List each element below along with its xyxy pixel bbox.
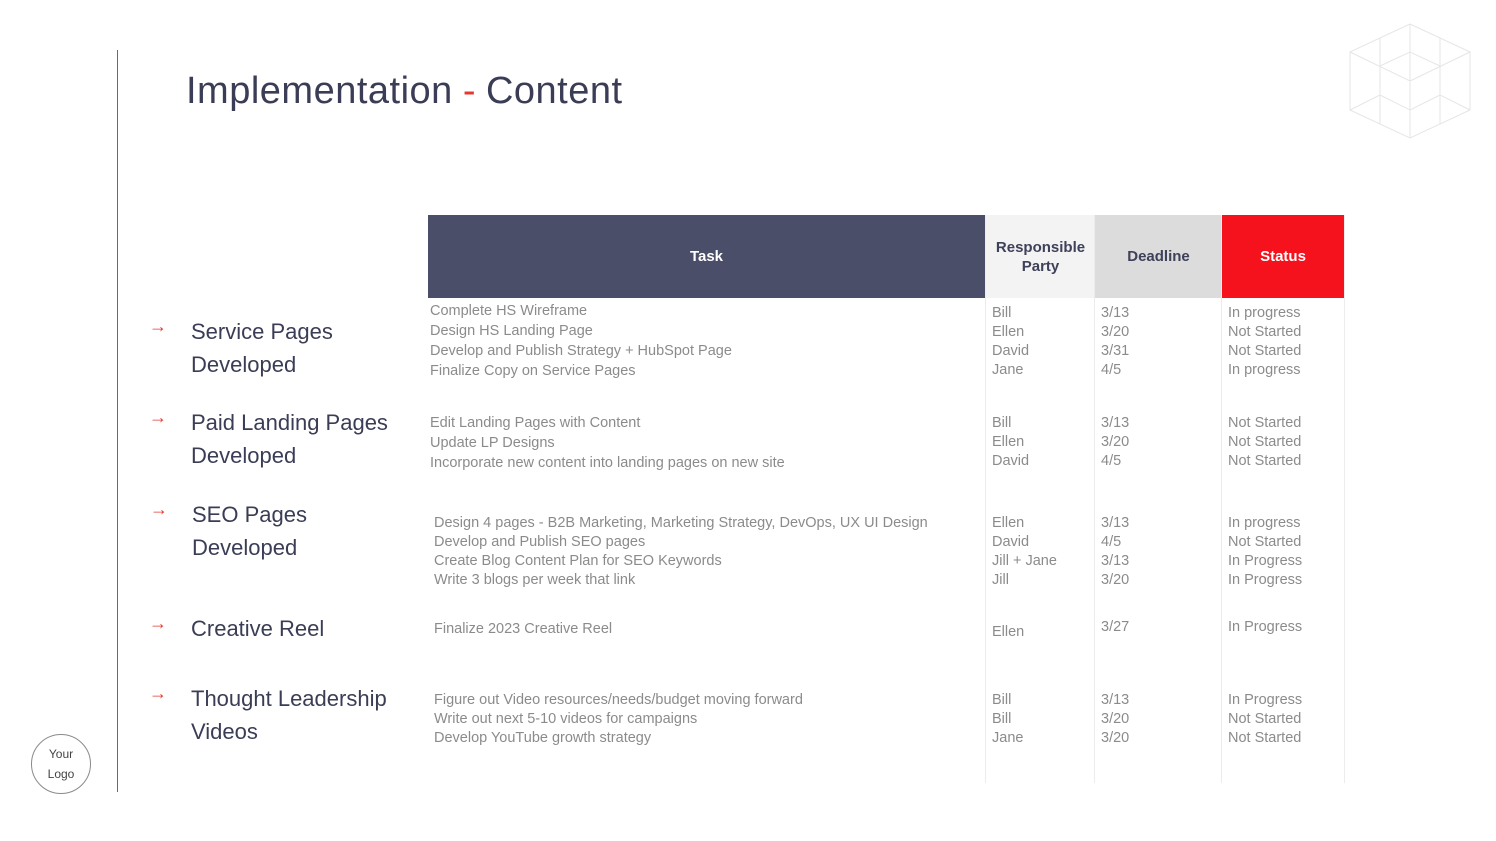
responsible-item: Bill [992, 711, 1012, 727]
deadline-cell-service-pages [1101, 304, 1129, 380]
deadline-item: 3/27 [1101, 619, 1130, 635]
status-item: In Progress [1228, 692, 1303, 708]
responsible-item: Jane [992, 362, 1024, 378]
status-column [1221, 215, 1345, 783]
title-dash: - [462, 70, 476, 112]
deadline-item: 3/20 [1101, 324, 1130, 340]
task-item: Incorporate new content into landing pages on new site [430, 455, 785, 471]
task-item: Design 4 pages - B2B Marketing, Marketing Strategy, DevOps, UX UI Design [434, 515, 928, 531]
task-column [428, 215, 985, 783]
responsible-item: David [992, 534, 1030, 550]
vertical-divider [117, 50, 118, 792]
task-item: Design HS Landing Page [430, 323, 593, 339]
responsible-cell-creative-reel [992, 623, 1024, 642]
task-cell-service-pages [430, 301, 732, 381]
status-cell-thought-leadership [1228, 691, 1302, 748]
deadline-cell-paid-landing [1101, 414, 1129, 471]
section-label-line1: SEO Pages [192, 502, 307, 527]
responsible-item: Jill + Jane [992, 553, 1057, 569]
header-deadline: Deadline [1095, 215, 1222, 298]
responsible-cell-seo [992, 514, 1057, 590]
task-item: Update LP Designs [430, 435, 555, 451]
task-item: Figure out Video resources/needs/budget moving forward [434, 692, 803, 708]
deadline-cell-seo [1101, 514, 1129, 590]
deadline-item: 3/20 [1101, 730, 1130, 746]
task-cell-thought-leadership [434, 691, 803, 748]
task-item: Create Blog Content Plan for SEO Keywords [434, 553, 722, 569]
section-seo-pages [150, 498, 307, 564]
responsible-column [985, 215, 1095, 783]
status-cell-seo [1228, 514, 1302, 590]
title-sub: Content [485, 70, 623, 112]
header-responsible-line1: Responsible [995, 238, 1086, 256]
deadline-item: 3/13 [1101, 515, 1130, 531]
header-responsible-line2: Party [1021, 257, 1060, 275]
deadline-item: 3/13 [1101, 415, 1130, 431]
status-cell-service-pages [1228, 304, 1301, 380]
responsible-item: David [992, 343, 1030, 359]
task-item: Develop YouTube growth strategy [434, 730, 652, 746]
responsible-item: Ellen [992, 434, 1025, 450]
deadline-item: 4/5 [1101, 362, 1122, 378]
page-title [186, 70, 623, 113]
responsible-item: Jane [992, 730, 1024, 746]
status-item: In progress [1228, 515, 1301, 531]
title-main: Implementation [186, 70, 453, 112]
logo-line2: Logo [47, 767, 75, 781]
header-responsible [986, 215, 1095, 298]
task-item: Develop and Publish SEO pages [434, 534, 646, 550]
task-cell-seo [434, 514, 928, 590]
status-item: In Progress [1228, 619, 1303, 635]
task-item: Complete HS Wireframe [430, 303, 588, 319]
status-item: Not Started [1228, 534, 1302, 550]
arrow-right-icon: → [149, 613, 167, 633]
section-label-line1: Paid Landing Pages [191, 410, 388, 435]
section-label-line2: Developed [191, 352, 297, 377]
task-item: Finalize 2023 Creative Reel [434, 621, 613, 637]
responsible-item: Bill [992, 692, 1012, 708]
deadline-cell-creative-reel [1101, 618, 1129, 637]
status-item: Not Started [1228, 730, 1302, 746]
status-item: Not Started [1228, 434, 1302, 450]
deadline-item: 3/20 [1101, 434, 1130, 450]
deadline-item: 3/20 [1101, 572, 1130, 588]
deadline-item: 3/13 [1101, 692, 1130, 708]
section-paid-landing-pages [149, 406, 388, 472]
responsible-cell-paid-landing [992, 414, 1029, 471]
section-service-pages [149, 315, 333, 381]
responsible-item: David [992, 453, 1030, 469]
status-item: In Progress [1228, 553, 1303, 569]
section-thought-leadership [149, 682, 387, 748]
task-item: Develop and Publish Strategy + HubSpot Page [430, 343, 732, 359]
responsible-item: Bill [992, 415, 1012, 431]
status-item: In progress [1228, 362, 1301, 378]
task-item: Write out next 5-10 videos for campaigns [434, 711, 698, 727]
status-cell-creative-reel [1228, 618, 1302, 637]
task-item: Edit Landing Pages with Content [430, 415, 641, 431]
section-label-line2: Developed [192, 535, 298, 560]
deadline-column [1094, 215, 1222, 783]
header-task: Task [428, 215, 985, 298]
hexagon-pattern-icon [1343, 22, 1477, 140]
status-item: In Progress [1228, 572, 1303, 588]
header-status: Status [1222, 215, 1344, 298]
responsible-item: Bill [992, 305, 1012, 321]
responsible-cell-service-pages [992, 304, 1029, 380]
status-item: Not Started [1228, 415, 1302, 431]
status-cell-paid-landing [1228, 414, 1301, 471]
responsible-cell-thought-leadership [992, 691, 1023, 748]
status-item: Not Started [1228, 711, 1302, 727]
status-item: Not Started [1228, 453, 1302, 469]
logo-line1: Your [48, 747, 74, 761]
section-label-line1: Thought Leadership [191, 686, 387, 711]
task-cell-paid-landing [430, 413, 785, 473]
arrow-right-icon: → [149, 316, 167, 336]
responsible-item: Jill [992, 572, 1009, 588]
arrow-right-icon: → [149, 683, 167, 703]
section-label-line2: Videos [191, 719, 258, 744]
section-label-line2: Developed [191, 443, 297, 468]
status-item: Not Started [1228, 343, 1302, 359]
arrow-right-icon: → [150, 499, 168, 519]
deadline-item: 3/13 [1101, 553, 1130, 569]
deadline-item: 3/20 [1101, 711, 1130, 727]
deadline-item: 4/5 [1101, 534, 1122, 550]
responsible-item: Ellen [992, 624, 1025, 640]
task-item: Write 3 blogs per week that link [434, 572, 636, 588]
responsible-item: Ellen [992, 515, 1025, 531]
status-item: In progress [1228, 305, 1301, 321]
section-creative-reel [149, 612, 324, 645]
logo-placeholder [31, 734, 91, 794]
status-item: Not Started [1228, 324, 1302, 340]
deadline-item: 4/5 [1101, 453, 1122, 469]
section-label-line1: Service Pages [191, 319, 333, 344]
deadline-item: 3/31 [1101, 343, 1130, 359]
task-item: Finalize Copy on Service Pages [430, 363, 636, 379]
section-label-line1: Creative Reel [191, 616, 325, 641]
deadline-item: 3/13 [1101, 305, 1130, 321]
responsible-item: Ellen [992, 324, 1025, 340]
task-cell-creative-reel [434, 619, 612, 639]
deadline-cell-thought-leadership [1101, 691, 1129, 748]
arrow-right-icon: → [149, 407, 167, 427]
